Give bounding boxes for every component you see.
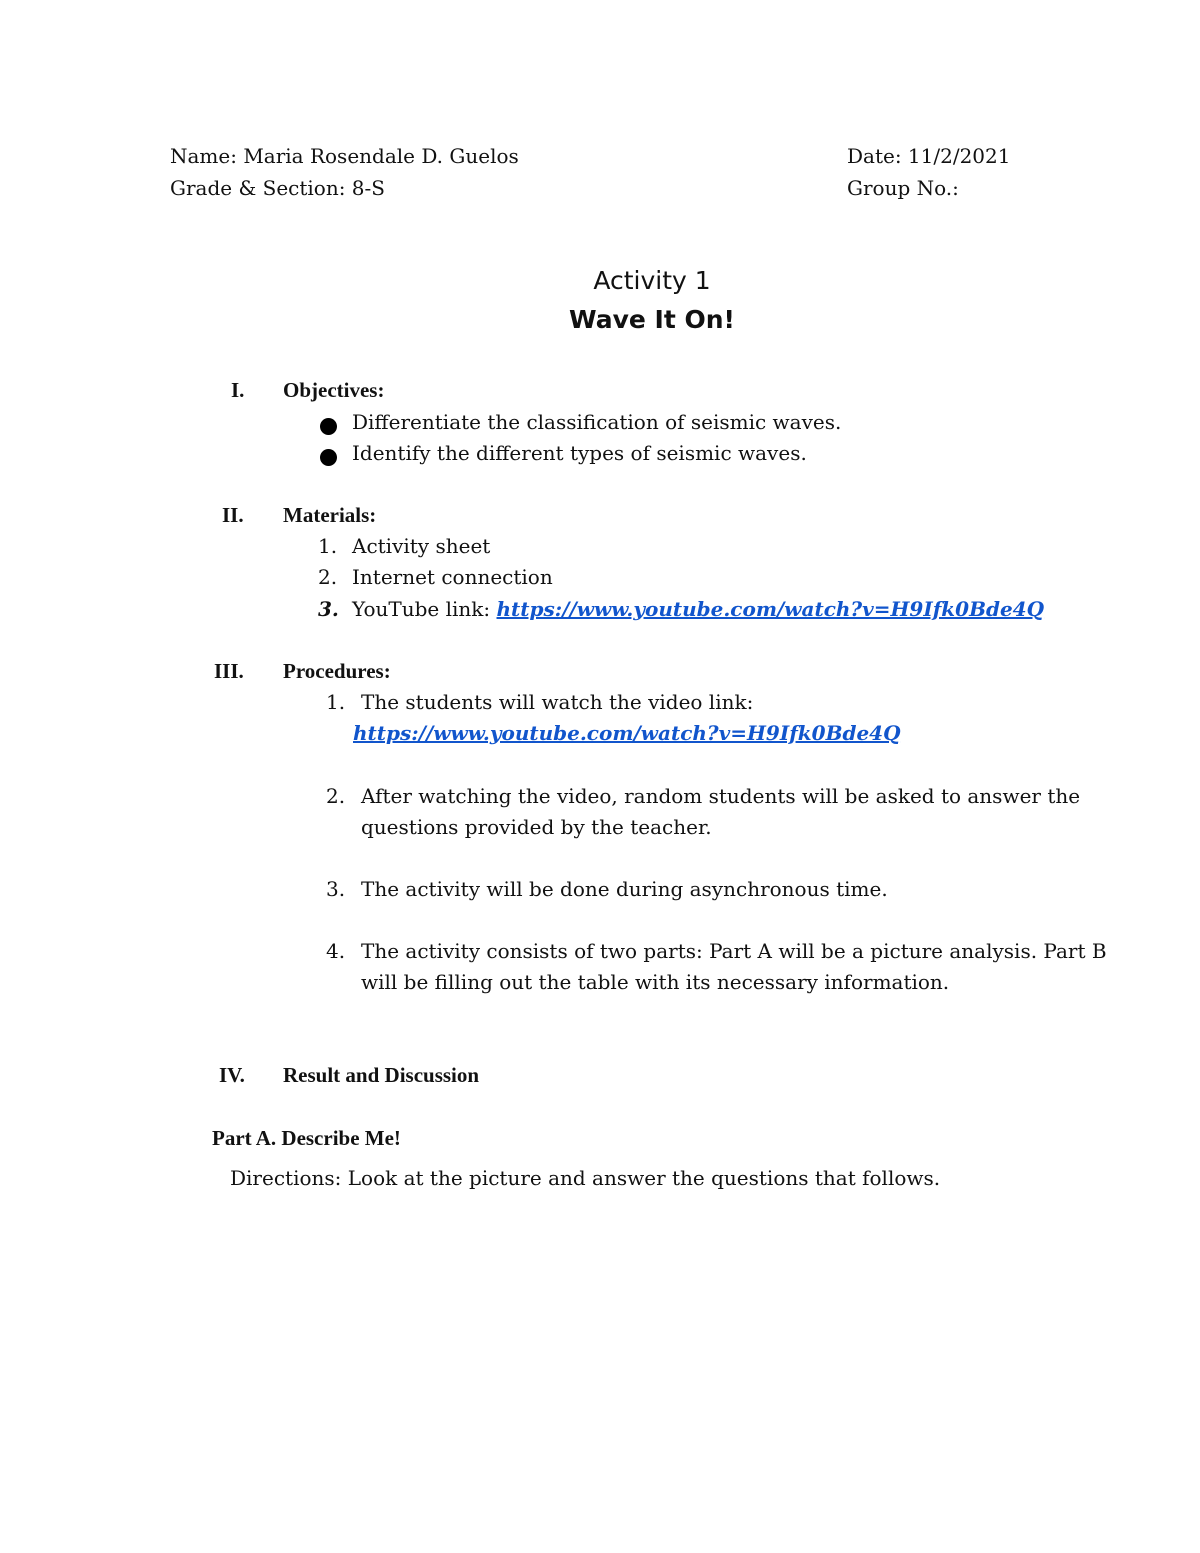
material-item: [352, 599, 1044, 619]
materials-heading: Materials:: [283, 503, 377, 527]
list-number: 3.: [326, 877, 346, 901]
procedure-text: will be filling out the table with its necessary information.: [361, 970, 950, 994]
part-a-heading: Part A. Describe Me!: [212, 1126, 401, 1150]
activity-title: Activity 1: [593, 266, 711, 295]
material-item-label: YouTube link:: [352, 597, 497, 621]
activity-date: Date: 11/2/2021: [847, 144, 1011, 168]
section-numeral-procedures: III.: [214, 659, 244, 683]
objective-item: Identify the different types of seismic waves.: [352, 441, 807, 465]
procedures-heading: Procedures:: [283, 659, 391, 683]
section-numeral-objectives: I.: [231, 378, 245, 402]
bullet-icon: [320, 418, 337, 435]
youtube-link[interactable]: https://www.youtube.com/watch?v=H9Ifk0Bde4Q: [496, 597, 1045, 621]
student-name: Name: Maria Rosendale D. Guelos: [170, 144, 519, 168]
list-number: 4.: [326, 939, 346, 963]
grade-section: Grade & Section: 8-S: [170, 176, 385, 200]
list-number: 1.: [326, 690, 346, 714]
group-number: Group No.:: [847, 176, 959, 200]
list-number: 2.: [318, 565, 338, 589]
list-number: 2.: [326, 784, 346, 808]
objectives-heading: Objectives:: [283, 378, 385, 402]
section-numeral-result: IV.: [219, 1063, 245, 1087]
part-a-directions: Directions: Look at the picture and answer the questions that follows.: [230, 1166, 941, 1190]
bullet-icon: [320, 449, 337, 466]
youtube-link[interactable]: https://www.youtube.com/watch?v=H9Ifk0Bde4Q: [353, 721, 901, 745]
objective-item: Differentiate the classification of seismic waves.: [352, 410, 842, 434]
procedure-text: After watching the video, random students will be asked to answer the: [361, 784, 1081, 808]
material-item: Activity sheet: [352, 534, 491, 558]
list-number: 1.: [318, 534, 338, 558]
procedure-text: The activity consists of two parts: Part A will be a picture analysis. Part B: [361, 939, 1107, 963]
material-item: Internet connection: [352, 565, 553, 589]
section-numeral-materials: II.: [222, 503, 244, 527]
procedure-text: The activity will be done during asynchronous time.: [361, 877, 888, 901]
procedure-text: The students will watch the video link:: [361, 690, 754, 714]
procedure-text: questions provided by the teacher.: [361, 815, 712, 839]
activity-subtitle: Wave It On!: [569, 305, 735, 334]
result-heading: Result and Discussion: [283, 1063, 480, 1087]
list-number: 3.: [318, 597, 339, 621]
